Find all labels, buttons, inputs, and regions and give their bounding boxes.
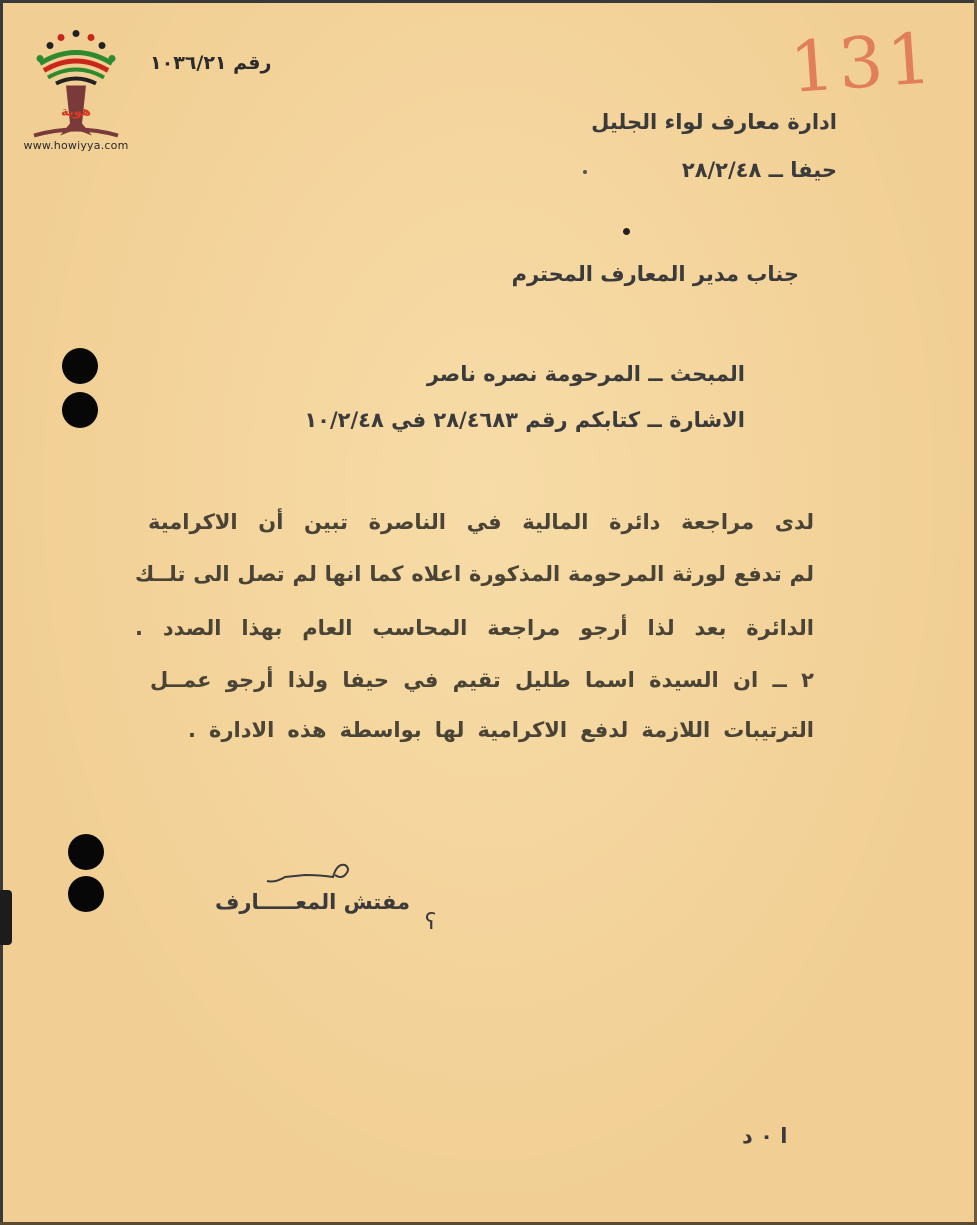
archive-number: 131 bbox=[787, 17, 939, 109]
body-line-3: الدائرة بعد لذا أرجو مراجعة المحاسب العام بهذا الصدد . bbox=[135, 616, 814, 640]
punch-hole-3 bbox=[68, 834, 104, 870]
body-line-1: لدى مراجعة دائرة المالية في الناصرة تبين أن الاكرامية bbox=[148, 510, 814, 534]
typist-initials: ا ٠ د bbox=[742, 1124, 788, 1148]
punch-hole-4 bbox=[68, 876, 104, 912]
ink-speck bbox=[583, 170, 587, 174]
body-line-5: الترتيبات اللازمة لدفع الاكرامية لها بواسطة هذه الادارة . bbox=[188, 718, 814, 742]
body-line-2: لم تدفع لورثة المرحومة المذكورة اعلاه كما انها لم تصل الى تلــك bbox=[135, 562, 814, 586]
scan-border-top bbox=[0, 0, 977, 3]
subject-reference: الاشارة ــ كتابكم رقم ٢٨/٤٦٨٣ في ١٠/٢/٤٨ bbox=[304, 408, 745, 432]
scan-edge-mark bbox=[0, 890, 12, 945]
ink-dot bbox=[623, 228, 630, 235]
watermark-url: www.howiyya.com bbox=[23, 139, 129, 152]
howiyya-logo-icon bbox=[14, 16, 139, 156]
reference-number: رقم ١٠٣٦/٢١ bbox=[150, 52, 272, 74]
place-date: حيفا ــ ٢٨/٢/٤٨ bbox=[681, 158, 837, 182]
addressee: جناب مدير المعارف المحترم bbox=[511, 262, 799, 286]
handwritten-signature-icon bbox=[265, 857, 355, 887]
signatory-title: مفتش المعـــــارف bbox=[215, 890, 410, 914]
subject-topic: المبحث ــ المرحومة نصره ناصر bbox=[426, 362, 745, 386]
logo-lettering: هوية bbox=[61, 104, 91, 120]
body-line-4: ٢ ــ ان السيدة اسما طليل تقيم في حيفا ولذا أرجو عمــل bbox=[150, 668, 814, 692]
punch-hole-2 bbox=[62, 392, 98, 428]
punch-hole-1 bbox=[62, 348, 98, 384]
scan-border-left bbox=[0, 0, 3, 1225]
signature-mark: ʕ bbox=[425, 910, 437, 935]
office-name: ادارة معارف لواء الجليل bbox=[591, 110, 837, 134]
